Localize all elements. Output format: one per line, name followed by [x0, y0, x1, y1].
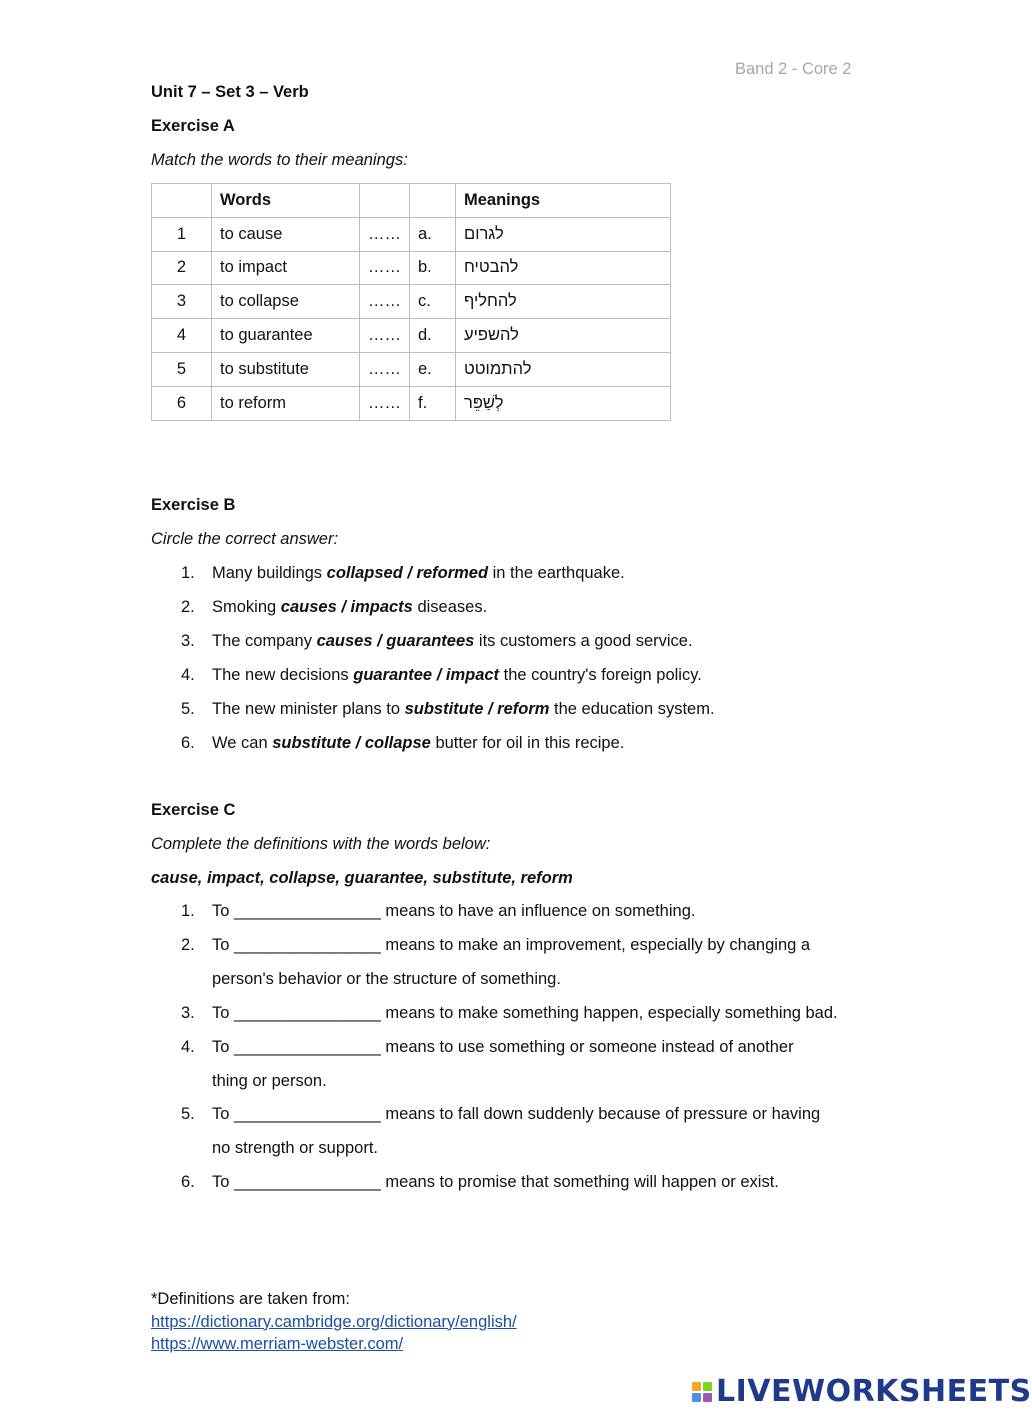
answer-options[interactable]: substitute / reform	[404, 699, 550, 718]
word-bank: cause, impact, collapse, guarantee, substitute, reform	[151, 869, 573, 887]
cambridge-link[interactable]: https://dictionary.cambridge.org/dictionary/english/	[151, 1312, 517, 1331]
item-number: 4.	[181, 1037, 195, 1056]
row-word: to guarantee	[212, 319, 360, 353]
item-number: 6.	[181, 733, 195, 752]
table-header-row	[152, 184, 671, 218]
list-item: 2. Smoking causes / impacts diseases.	[151, 591, 715, 625]
row-word: to impact	[212, 251, 360, 285]
row-number: 4	[152, 319, 212, 353]
logo-text: LIVEWORKSHEETS	[716, 1374, 1032, 1409]
item-number: 2.	[181, 597, 195, 616]
item-number: 3.	[181, 631, 195, 650]
row-letter: c.	[410, 285, 456, 319]
answer-options[interactable]: collapsed / reformed	[326, 564, 489, 582]
item-number: 1.	[181, 902, 195, 920]
list-item: 1. To ________________ means to have an influence on something.	[151, 895, 838, 929]
answer-blank[interactable]: ________________	[234, 935, 381, 954]
sources-note: *Definitions are taken from:	[151, 1290, 351, 1308]
row-letter: d.	[410, 319, 456, 353]
exercise-c-list	[151, 895, 838, 1200]
exercise-c-title: Exercise C	[151, 801, 236, 819]
words-header: Words	[212, 184, 360, 218]
row-meaning: לגרום	[456, 217, 671, 251]
answer-blank[interactable]: ……	[360, 285, 410, 319]
row-number: 5	[152, 352, 212, 386]
matching-table	[151, 183, 671, 421]
exercise-c-instruction: Complete the definitions with the words below:	[151, 835, 491, 853]
answer-options[interactable]: guarantee / impact	[353, 665, 500, 684]
list-item: 1. Many buildings collapsed / reformed in the earthquake.	[151, 557, 715, 591]
row-letter: f.	[410, 386, 456, 420]
row-number: 2	[152, 251, 212, 285]
answer-options[interactable]: causes / guarantees	[316, 631, 475, 650]
table-row	[152, 251, 671, 285]
answer-blank[interactable]: ……	[360, 352, 410, 386]
list-item: 6. To ________________ means to promise that something will happen or exist.	[151, 1166, 838, 1200]
exercise-b-title: Exercise B	[151, 496, 236, 514]
answer-options[interactable]: causes / impacts	[280, 597, 413, 616]
list-item: 2. To ________________ means to make an improvement, especially by changing a person's behavior or the structure of something.	[151, 929, 838, 997]
list-item: 4. The new decisions guarantee / impact the country's foreign policy.	[151, 659, 715, 693]
row-number: 1	[152, 217, 212, 251]
table-row	[152, 386, 671, 420]
row-meaning: להבטיח	[456, 251, 671, 285]
list-item: 5. To ________________ means to fall down suddenly because of pressure or having no strength or support.	[151, 1098, 838, 1166]
table-row	[152, 217, 671, 251]
logo-mark-icon	[692, 1382, 712, 1402]
answer-blank[interactable]: ……	[360, 319, 410, 353]
answer-options[interactable]: substitute / collapse	[272, 733, 431, 752]
answer-blank[interactable]: ________________	[234, 1105, 381, 1124]
answer-blank[interactable]: ________________	[234, 902, 381, 920]
item-number: 5.	[181, 699, 195, 718]
merriam-webster-link[interactable]: https://www.merriam-webster.com/	[151, 1335, 404, 1353]
footer-sources	[151, 1288, 517, 1356]
answer-blank[interactable]: ……	[360, 386, 410, 420]
page-title: Unit 7 – Set 3 – Verb	[151, 83, 309, 101]
answer-blank[interactable]: ________________	[234, 1037, 381, 1056]
answer-blank[interactable]: ……	[360, 217, 410, 251]
row-meaning: להתמוטט	[456, 352, 671, 386]
item-number: 3.	[181, 1003, 195, 1022]
row-letter: e.	[410, 352, 456, 386]
row-word: to reform	[212, 386, 360, 420]
answer-blank[interactable]: ________________	[234, 1003, 381, 1022]
row-meaning: לְשַׁפֵּר	[456, 386, 671, 420]
row-word: to substitute	[212, 352, 360, 386]
row-number: 6	[152, 386, 212, 420]
table-row	[152, 352, 671, 386]
list-item: 6. We can substitute / collapse butter for oil in this recipe.	[151, 727, 715, 761]
row-word: to cause	[212, 217, 360, 251]
row-meaning: להשפיע	[456, 319, 671, 353]
row-letter: b.	[410, 251, 456, 285]
meanings-header: Meanings	[456, 184, 671, 218]
item-number: 1.	[181, 564, 195, 582]
exercise-b-instruction: Circle the correct answer:	[151, 530, 339, 548]
exercise-a-instruction: Match the words to their meanings:	[151, 151, 408, 169]
answer-blank[interactable]: ……	[360, 251, 410, 285]
header-band-label: Band 2 - Core 2	[735, 60, 852, 78]
list-item: 3. To ________________ means to make something happen, especially something bad.	[151, 997, 838, 1031]
row-meaning: להחליף	[456, 285, 671, 319]
table-row	[152, 319, 671, 353]
item-number: 6.	[181, 1173, 195, 1192]
list-item: 3. The company causes / guarantees its customers a good service.	[151, 625, 715, 659]
item-number: 5.	[181, 1105, 195, 1124]
exercise-b-list	[151, 557, 715, 760]
row-number: 3	[152, 285, 212, 319]
item-number: 4.	[181, 665, 195, 684]
list-item: 4. To ________________ means to use something or someone instead of another thing or person.	[151, 1031, 838, 1099]
row-word: to collapse	[212, 285, 360, 319]
liveworksheets-logo	[692, 1374, 1032, 1409]
item-number: 2.	[181, 935, 195, 954]
answer-blank[interactable]: ________________	[234, 1173, 381, 1192]
table-row	[152, 285, 671, 319]
row-letter: a.	[410, 217, 456, 251]
exercise-a-title: Exercise A	[151, 117, 235, 135]
list-item: 5. The new minister plans to substitute / reform the education system.	[151, 693, 715, 727]
